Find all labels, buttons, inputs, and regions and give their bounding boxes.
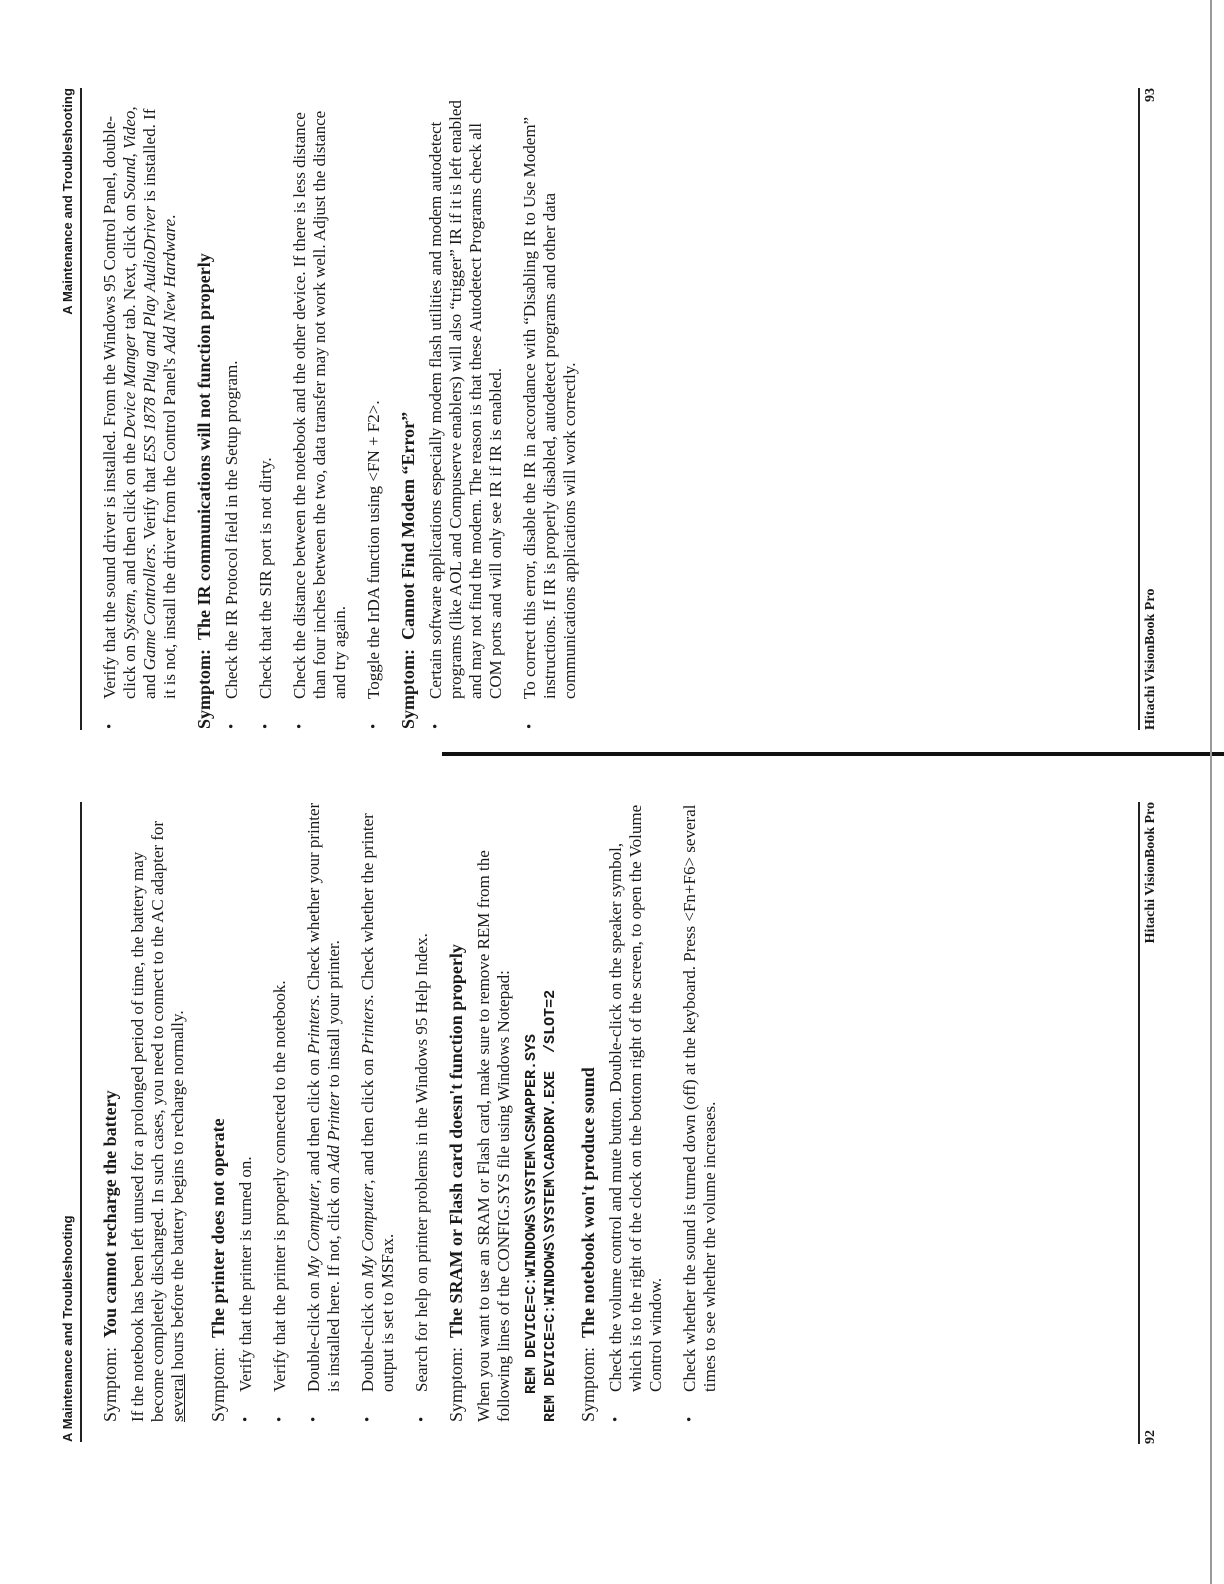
text-run: Double-click on bbox=[304, 1277, 323, 1392]
book-title: Hitachi VisionBook Pro bbox=[1143, 802, 1158, 944]
italic-term: ESS 1878 Plug and Play AudioDriver bbox=[140, 205, 159, 463]
text-run: to install your printer. bbox=[324, 940, 343, 1092]
text-run: Double-click on bbox=[358, 1277, 377, 1392]
symptom-label: Symptom: bbox=[578, 1346, 598, 1422]
scan-edge-line bbox=[1210, 0, 1212, 1584]
italic-term: Add New Hardware bbox=[160, 218, 179, 354]
list-item-text bbox=[100, 106, 179, 699]
text-run: . Check whether your printer is installed here. If not, click on bbox=[304, 802, 343, 1392]
list-item bbox=[236, 802, 256, 1422]
bullet-icon: • bbox=[258, 723, 274, 729]
italic-term: Printers bbox=[358, 998, 377, 1055]
symptom-title: The notebook won't produce sound bbox=[578, 1067, 598, 1338]
list-item bbox=[358, 802, 398, 1422]
list-item-text: Check the volume control and mute button. Double-click on the speaker symbol, which is to the right of the clock on the bottom right of the screen, to open the Volume Control window. bbox=[606, 804, 665, 1392]
bullet-list bbox=[222, 99, 384, 729]
list-item bbox=[520, 99, 580, 729]
bullet-icon: • bbox=[522, 723, 538, 729]
page-footer bbox=[1138, 88, 1159, 730]
symptom-label: Symptom: bbox=[100, 1346, 120, 1422]
symptom-title: Cannot Find Modem “Error” bbox=[398, 411, 418, 640]
list-item bbox=[256, 99, 276, 729]
text-run: . bbox=[160, 214, 179, 219]
text-run: . Check whether the printer output is set to MSFax. bbox=[358, 813, 397, 1392]
italic-term: Add Printer bbox=[324, 1091, 343, 1173]
italic-term: Device Manger bbox=[120, 333, 139, 439]
bullet-icon: • bbox=[414, 1416, 430, 1422]
list-item-text: Certain software applications especially modem flash utilities and modem autodetect programs (like AOL and Compuserve enablers) will also “trigger” IR if it is left enabled and may not find the modem. The reason is that these Autodetect Programs check all COM ports and will only see IR if IR is enabled. bbox=[426, 100, 505, 699]
list-item-text: Check the distance between the notebook and the other device. If there is less distance than four inches between the two, data transfer may not work well. Adjust the distance and try again. bbox=[290, 110, 349, 699]
page-92 bbox=[0, 754, 1224, 1584]
italic-term: My Computer bbox=[358, 1183, 377, 1278]
italic-term: Printers bbox=[304, 998, 323, 1055]
list-item bbox=[304, 802, 344, 1422]
running-header: A Maintenance and Troubleshooting bbox=[60, 88, 82, 730]
bullet-icon: • bbox=[272, 1416, 288, 1422]
bullet-icon: • bbox=[224, 723, 240, 729]
page-footer bbox=[1138, 802, 1159, 1444]
list-item-text: Toggle the IrDA function using <FN + F2>. bbox=[364, 400, 383, 699]
symptom-heading bbox=[398, 99, 418, 729]
code-line: REM DEVICE=C:WINDOWS\SYSTEM\CARDDRV.EXE /SLOT=2 bbox=[542, 989, 559, 1422]
list-item-text: Check that the SIR port is not dirty. bbox=[256, 457, 275, 699]
text-run: If the notebook has been left unused for a prolonged period of time, the battery may become completely discharged. In such cases, you need to connect to the AC adapter for bbox=[128, 820, 167, 1422]
list-item-text: Check the IR Protocol field in the Setup program. bbox=[222, 360, 241, 699]
battery-paragraph bbox=[128, 802, 188, 1422]
bullet-icon: • bbox=[102, 723, 118, 729]
bullet-icon: • bbox=[292, 723, 308, 729]
text-run: Verify that the sound driver is installed. From the Windows 95 Control Panel, double-click on bbox=[100, 115, 139, 699]
text-run: hours before the battery begins to recharge normally. bbox=[168, 1010, 187, 1374]
list-item bbox=[412, 802, 432, 1422]
symptom-label: Symptom: bbox=[398, 649, 418, 729]
bullet-icon: • bbox=[366, 723, 382, 729]
list-item-text: To correct this error, disable the IR in accordance with “Disabling IR to Use Modem” instructions. If IR is properly disabled, autodetect programs and other data communications applications will work correctly. bbox=[520, 116, 579, 699]
bullet-icon: • bbox=[608, 1416, 624, 1422]
list-item bbox=[606, 802, 666, 1422]
list-item-text: Verify that the printer is turned on. bbox=[236, 1156, 255, 1392]
symptom-heading bbox=[208, 802, 228, 1422]
bullet-icon: • bbox=[428, 723, 444, 729]
bullet-icon: • bbox=[360, 1416, 376, 1422]
symptom-heading bbox=[578, 802, 598, 1422]
symptom-heading bbox=[446, 802, 466, 1422]
italic-term: My Computer bbox=[304, 1183, 323, 1278]
list-item bbox=[290, 99, 350, 729]
symptom-heading bbox=[100, 802, 120, 1422]
page-number: 93 bbox=[1143, 88, 1158, 102]
list-item-text: Verify that the printer is properly connected to the notebook. bbox=[270, 980, 289, 1392]
bullet-icon: • bbox=[306, 1416, 322, 1422]
sram-paragraph: When you want to use an SRAM or Flash card, make sure to remove REM from the following lines of the CONFIG.SYS file using Windows Notepad: bbox=[474, 850, 513, 1422]
bullet-list bbox=[236, 802, 432, 1422]
running-header: A Maintenance and Troubleshooting bbox=[60, 802, 82, 1442]
bullet-icon: • bbox=[682, 1416, 698, 1422]
list-item bbox=[222, 99, 242, 729]
book-title: Hitachi VisionBook Pro bbox=[1143, 588, 1158, 730]
symptom-title: You cannot recharge the battery bbox=[100, 1090, 120, 1338]
list-item bbox=[426, 99, 506, 729]
page-content bbox=[100, 802, 734, 1422]
symptom-title: The SRAM or Flash card doesn't function properly bbox=[446, 944, 466, 1338]
list-item bbox=[364, 99, 384, 729]
list-item-text: Search for help on printer problems in the Windows 95 Help Index. bbox=[412, 933, 431, 1392]
italic-term: Game Controllers bbox=[140, 547, 159, 671]
list-item-text: Check whether the sound is turned down (off) at the keyboard. Press <Fn+F6> several times to see whether the volume increases. bbox=[680, 804, 719, 1392]
text-run: tab. Next, click on bbox=[120, 199, 139, 334]
text-run: , and then click on bbox=[358, 1054, 377, 1184]
italic-term: System bbox=[120, 593, 139, 641]
symptom-title: The IR communications will not function properly bbox=[194, 253, 214, 640]
list-item-text bbox=[304, 803, 343, 1392]
list-item bbox=[680, 802, 720, 1422]
text-run: and bbox=[140, 670, 159, 699]
underlined-word: several bbox=[168, 1373, 187, 1422]
text-run: is installed. If it is not, install the driver from the Control Panel's bbox=[140, 108, 179, 699]
bullet-list bbox=[606, 802, 720, 1422]
page-93 bbox=[0, 0, 1224, 754]
bullet-list bbox=[426, 99, 580, 729]
page-content bbox=[100, 99, 594, 729]
bullet-icon: • bbox=[238, 1416, 254, 1422]
code-line: REM DEVICE=C:WINDOWS\SYSTEM\CSMAPPER.SYS bbox=[523, 1033, 540, 1394]
text-run: . Verify that bbox=[140, 462, 159, 548]
list-item bbox=[270, 802, 290, 1422]
page-number: 92 bbox=[1143, 1430, 1158, 1444]
bullet-list bbox=[100, 99, 180, 729]
config-code-block bbox=[522, 802, 560, 1422]
list-item bbox=[100, 99, 180, 729]
symptom-title: The printer does not operate bbox=[208, 1118, 228, 1338]
symptom-label: Symptom: bbox=[446, 1346, 466, 1422]
symptom-heading bbox=[194, 99, 214, 729]
text-run: , and then click on bbox=[304, 1054, 323, 1184]
italic-term: Sound, Video, bbox=[120, 106, 139, 200]
symptom-label: Symptom: bbox=[194, 649, 214, 729]
text-run: , and then click on the bbox=[120, 438, 139, 594]
list-item-text bbox=[358, 813, 397, 1392]
symptom-label: Symptom: bbox=[208, 1346, 228, 1422]
